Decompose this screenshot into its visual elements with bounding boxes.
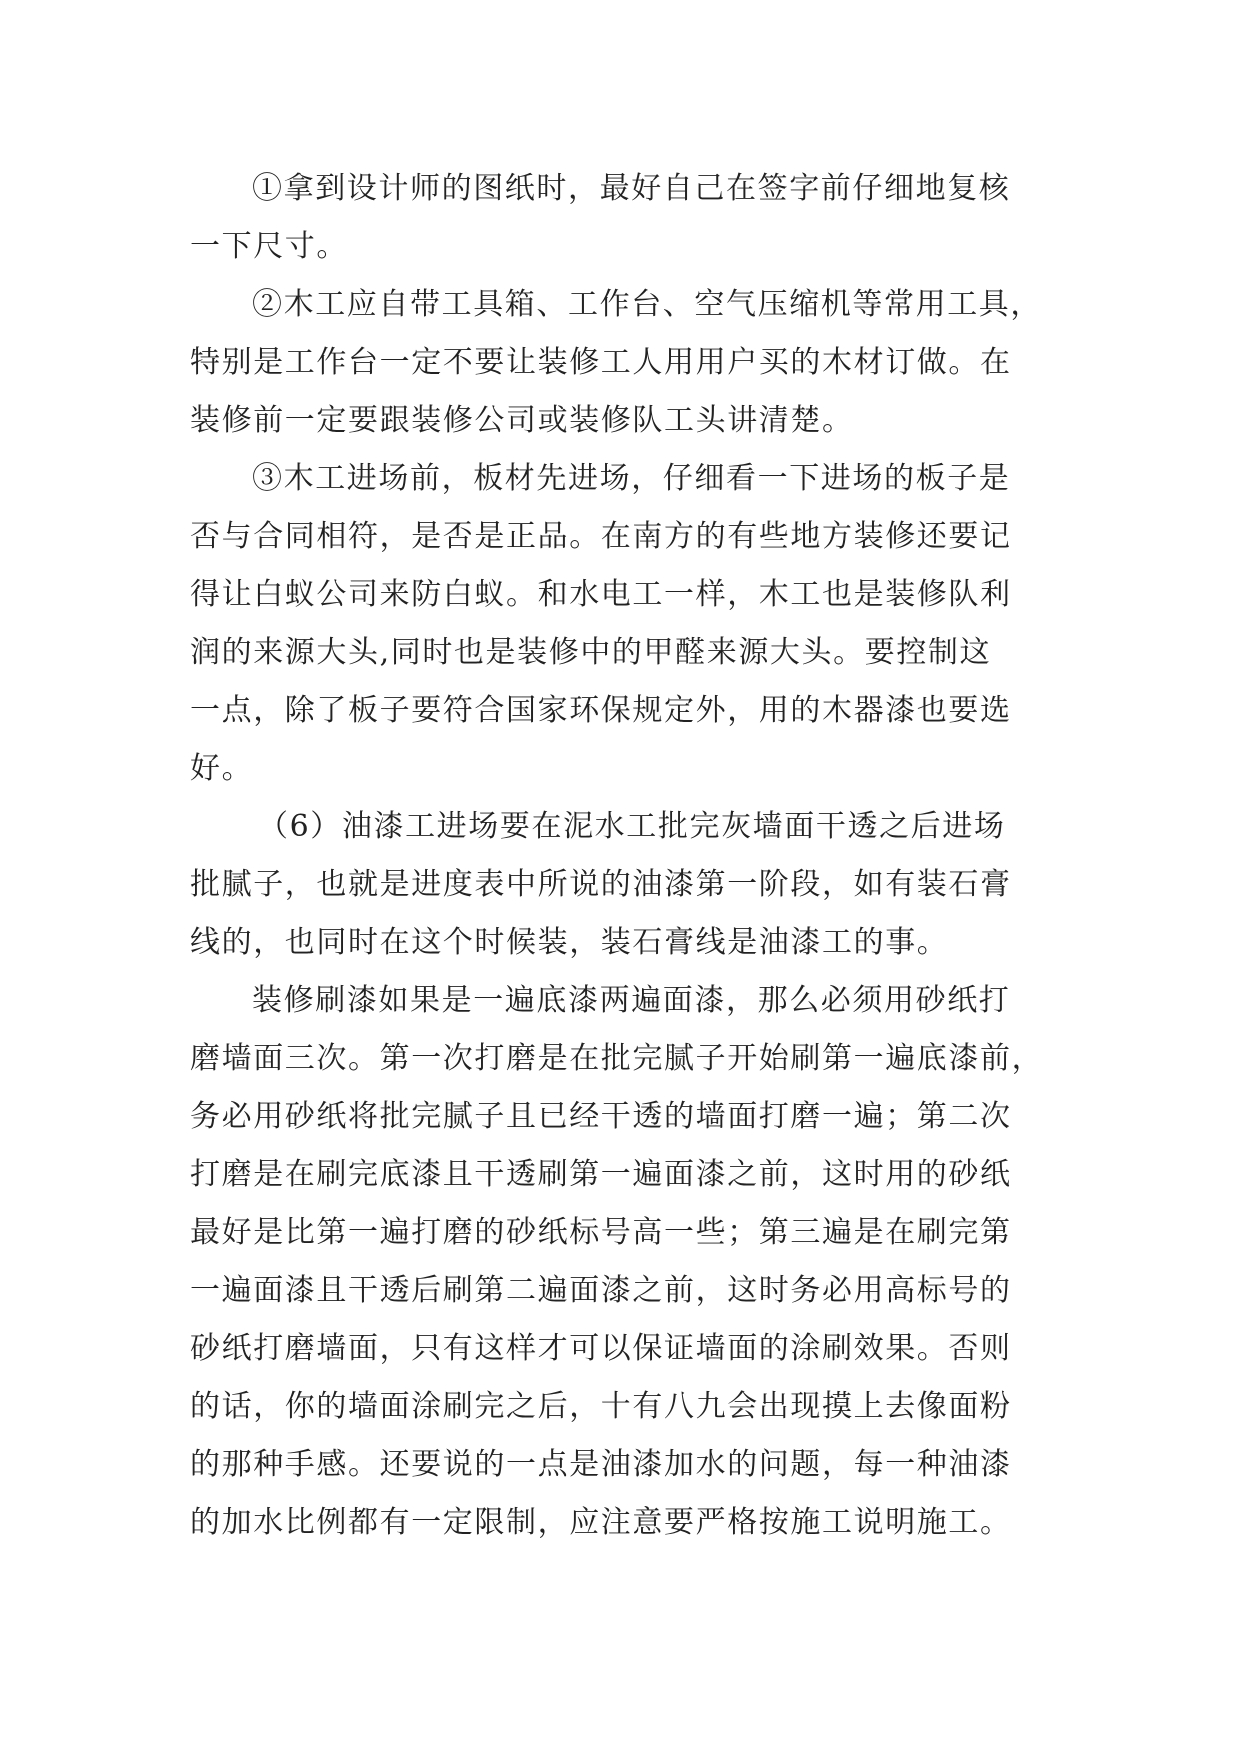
paragraph-5-line-5: 最好是比第一遍打磨的砂纸标号高一些；第三遍是在刷完第 xyxy=(190,1215,1012,1250)
paragraph-5-line-7: 砂纸打磨墙面，只有这样才可以保证墙面的涂刷效果。否则 xyxy=(190,1331,1012,1366)
paragraph-2-line-3: 装修前一定要跟装修公司或装修队工头讲清楚。 xyxy=(190,403,854,438)
paragraph-1-line-1: ①拿到设计师的图纸时，最好自己在签字前仔细地复核 xyxy=(252,171,1011,206)
paragraph-4-line-2: 批腻子，也就是进度表中所说的油漆第一阶段，如有装石膏 xyxy=(190,867,1012,902)
paragraph-5-line-2: 磨墙面三次。第一次打磨是在批完腻子开始刷第一遍底漆前， xyxy=(190,1041,1044,1076)
paragraph-3-line-3: 得让白蚁公司来防白蚁。和水电工一样，木工也是装修队利 xyxy=(190,577,1012,612)
paragraph-5-line-9: 的那种手感。还要说的一点是油漆加水的问题，每一种油漆 xyxy=(190,1447,1012,1482)
paragraph-2-line-2: 特别是工作台一定不要让装修工人用用户买的木材订做。在 xyxy=(190,345,1012,380)
paragraph-3-line-5: 一点，除了板子要符合国家环保规定外，用的木器漆也要选 xyxy=(190,693,1012,728)
paragraph-1-line-2: 一下尺寸。 xyxy=(190,229,348,264)
paragraph-5-line-8: 的话，你的墙面涂刷完之后，十有八九会出现摸上去像面粉 xyxy=(190,1389,1012,1424)
paragraph-4-line-1: （6）油漆工进场要在泥水工批完灰墙面干透之后进场 xyxy=(258,809,1006,844)
paragraph-5-line-3: 务必用砂纸将批完腻子且已经干透的墙面打磨一遍；第二次 xyxy=(190,1099,1012,1134)
paragraph-3-line-4: 润的来源大头,同时也是装修中的甲醛来源大头。要控制这 xyxy=(190,635,992,670)
paragraph-2-line-1: ②木工应自带工具箱、工作台、空气压缩机等常用工具， xyxy=(252,287,1042,322)
paragraph-5-line-4: 打磨是在刷完底漆且干透刷第一遍面漆之前，这时用的砂纸 xyxy=(190,1157,1012,1192)
paragraph-4-line-3: 线的，也同时在这个时候装，装石膏线是油漆工的事。 xyxy=(190,925,949,960)
paragraph-5-line-10: 的加水比例都有一定限制，应注意要严格按施工说明施工。 xyxy=(190,1505,1012,1540)
paragraph-3-line-6: 好。 xyxy=(190,751,254,786)
paragraph-5-line-1: 装修刷漆如果是一遍底漆两遍面漆，那么必须用砂纸打 xyxy=(252,983,1011,1018)
paragraph-5-line-6: 一遍面漆且干透后刷第二遍面漆之前，这时务必用高标号的 xyxy=(190,1273,1012,1308)
paragraph-3-line-1: ③木工进场前，板材先进场，仔细看一下进场的板子是 xyxy=(252,461,1011,496)
body-text xyxy=(190,160,1070,1552)
paragraph-3-line-2: 否与合同相符，是否是正品。在南方的有些地方装修还要记 xyxy=(190,519,1012,554)
